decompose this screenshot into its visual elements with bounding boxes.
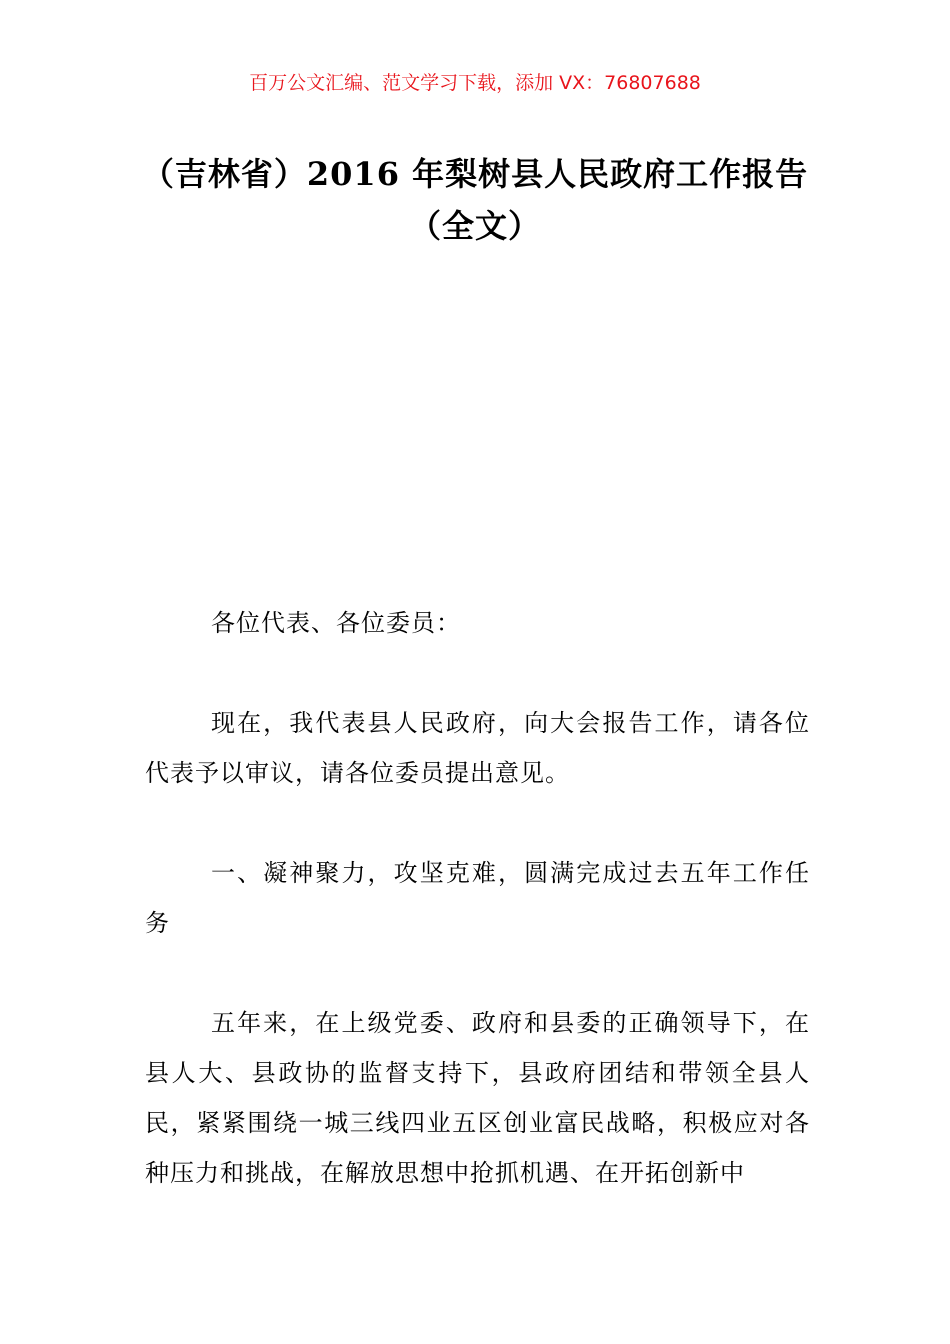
document-title: （吉林省）2016 年梨树县人民政府工作报告（全文） [141,155,809,245]
salutation: 各位代表、各位委员： [211,609,461,637]
paragraph-body: 五年来，在上级党委、政府和县委的正确领导下，在县人大、县政协的监督支持下，县政府团结和带领全县人民，紧紧围绕一城三线四业五区创业富民战略，积极应对各种压力和挑战，在解放思想中抢抓机遇、在开拓创新中 [145,1009,810,1187]
download-note: 百万公文汇编、范文学习下载，添加 VX：76807688 [249,72,701,94]
section-heading-1: 一、凝神聚力，攻坚克难，圆满完成过去五年工作任务 [145,859,810,937]
paragraph-intro: 现在，我代表县人民政府，向大会报告工作，请各位代表予以审议，请各位委员提出意见。 [145,709,810,787]
